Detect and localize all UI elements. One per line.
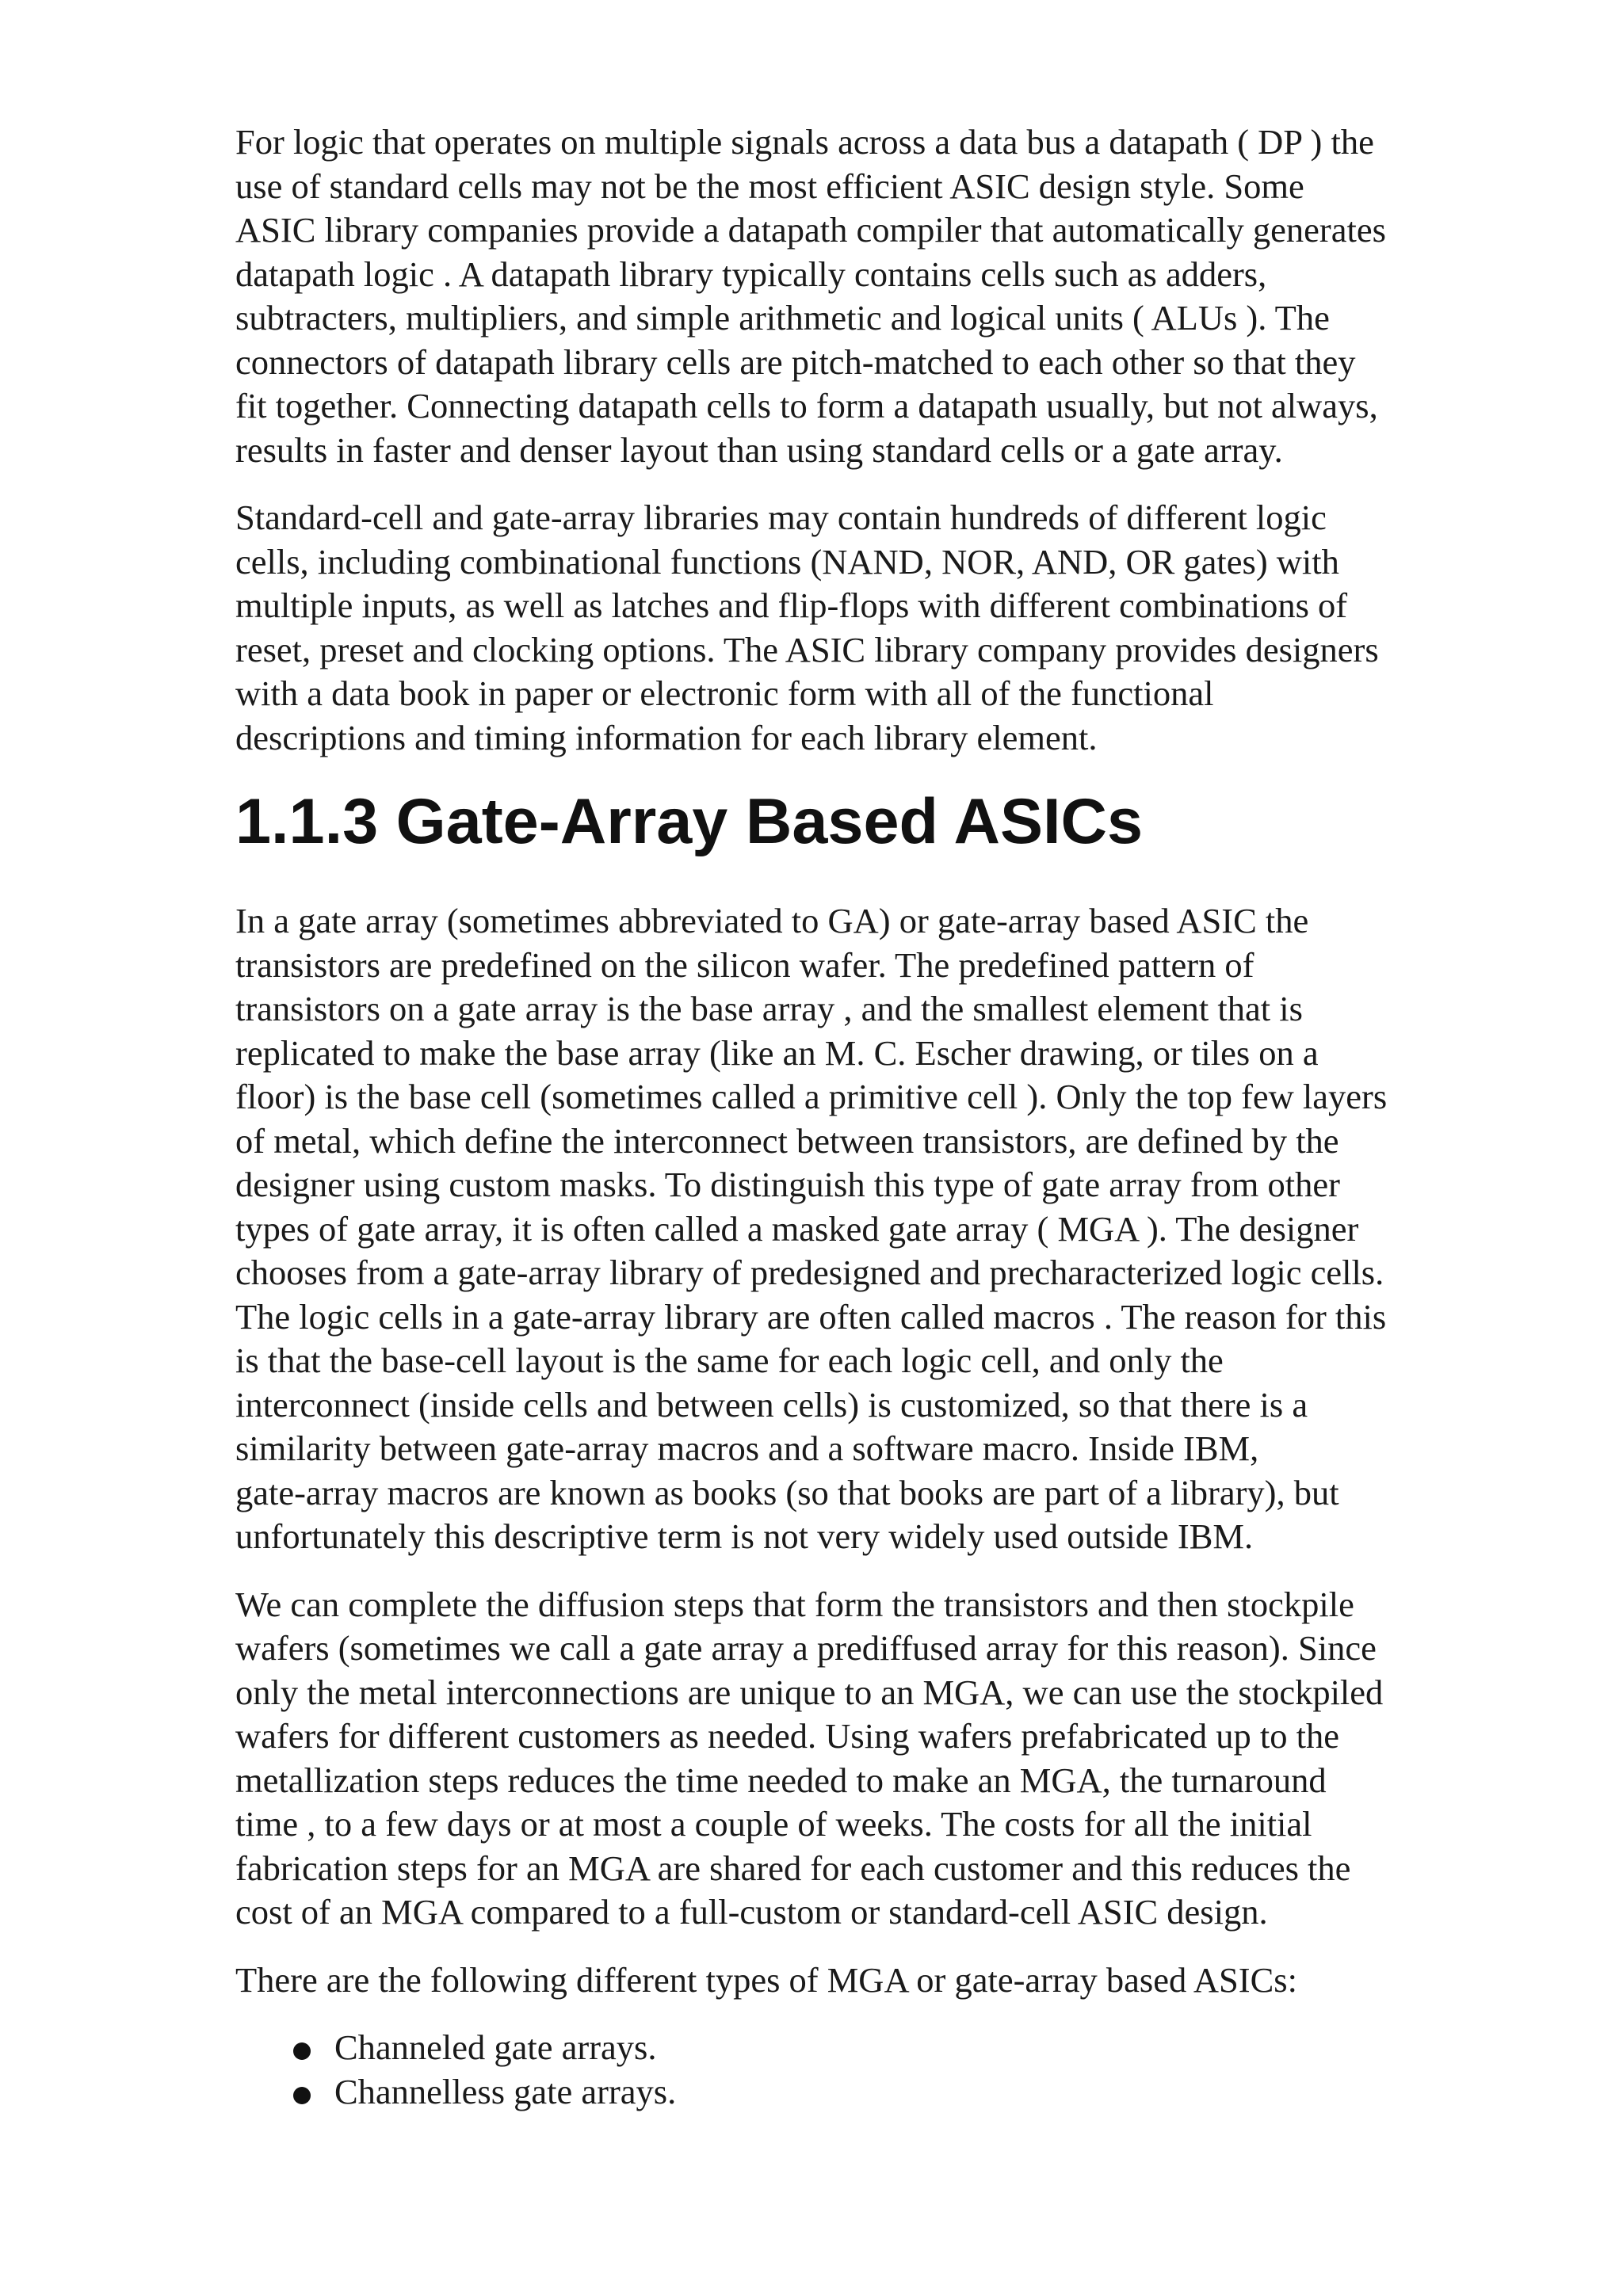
paragraph-line: chooses from a gate-array library of predesigned and precharacterized logic cells.: [235, 1253, 1384, 1292]
paragraph-line: gate-array macros are known as books (so that books are part of a library), but: [235, 1472, 1339, 1512]
paragraph-line: metallization steps reduces the time needed to make an MGA, the turnaround: [235, 1760, 1327, 1800]
paragraph-line: multiple inputs, as well as latches and flip-flops with different combinations of: [235, 585, 1348, 625]
paragraph: [235, 1583, 1495, 1935]
paragraph-line: subtracters, multipliers, and simple arithmetic and logical units ( ALUs ). The: [235, 298, 1330, 338]
paragraph-line: transistors on a gate array is the base array , and the smallest element that is: [235, 989, 1303, 1028]
section-paragraphs: [235, 899, 1495, 2002]
intro-paragraphs: [235, 120, 1495, 760]
bullet-icon: [293, 2042, 311, 2060]
paragraph: [235, 1958, 1495, 2003]
paragraph-line: time , to a few days or at most a couple of weeks. The costs for all the initial: [235, 1804, 1312, 1844]
paragraph-line: cells, including combinational functions (NAND, NOR, AND, OR gates) with: [235, 541, 1339, 582]
paragraph-line: Standard-cell and gate-array libraries may contain hundreds of different logic: [235, 498, 1327, 537]
paragraph-line: unfortunately this descriptive term is not very widely used outside IBM.: [235, 1516, 1254, 1556]
paragraph-line: fit together. Connecting datapath cells to form a datapath usually, but not always,: [235, 386, 1378, 425]
paragraph-line: designer using custom masks. To distinguish this type of gate array from other: [235, 1165, 1340, 1204]
paragraph-line: types of gate array, it is often called a masked gate array ( MGA ). The designer: [235, 1208, 1359, 1249]
paragraph-line: In a gate array (sometimes abbreviated to GA) or gate-array based ASIC the: [235, 901, 1309, 940]
bullet-icon: [293, 2087, 311, 2104]
paragraph: [235, 496, 1495, 760]
paragraph: [235, 120, 1495, 472]
section-heading: 1.1.3 Gate-Array Based ASICs: [235, 786, 1144, 857]
list-item-text: Channelless gate arrays.: [334, 2071, 677, 2111]
paragraph-line: descriptions and timing information for each library element.: [235, 717, 1098, 757]
paragraph-line: connectors of datapath library cells are pitch-matched to each other so that they: [235, 341, 1356, 382]
paragraph-line: wafers for different customers as needed. Using wafers prefabricated up to the: [235, 1716, 1339, 1756]
document-page: [235, 120, 1495, 2114]
paragraph-line: results in faster and denser layout than using standard cells or a gate array.: [235, 429, 1283, 470]
paragraph-line: only the metal interconnections are unique to an MGA, we can use the stockpiled: [235, 1672, 1384, 1712]
paragraph-line: with a data book in paper or electronic form with all of the functional: [235, 673, 1214, 713]
paragraph-line: cost of an MGA compared to a full-custom or standard-cell ASIC design.: [235, 1892, 1268, 1932]
paragraph-line: There are the following different types of MGA or gate-array based ASICs:: [235, 1959, 1297, 2000]
list-item: [235, 2070, 1495, 2115]
paragraph-line: reset, preset and clocking options. The ASIC library company provides designers: [235, 629, 1379, 669]
paragraph-line: use of standard cells may not be the most efficient ASIC design style. Some: [235, 166, 1304, 206]
paragraph-line: The logic cells in a gate-array library are often called macros . The reason for this: [235, 1296, 1387, 1337]
paragraph-line: wafers (sometimes we call a gate array a prediffused array for this reason). Since: [235, 1628, 1377, 1668]
paragraph-line: interconnect (inside cells and between cells) is customized, so that there is a: [235, 1384, 1308, 1425]
paragraph-line: is that the base-cell layout is the same for each logic cell, and only the: [235, 1341, 1224, 1380]
paragraph-line: floor) is the base cell (sometimes called a primitive cell ). Only the top few layers: [235, 1077, 1388, 1116]
paragraph-line: For logic that operates on multiple signals across a data bus a datapath ( DP ) the: [235, 122, 1374, 162]
paragraph: [235, 899, 1495, 1559]
paragraph-line: similarity between gate-array macros and a software macro. Inside IBM,: [235, 1428, 1259, 1468]
paragraph-line: of metal, which define the interconnect between transistors, are defined by the: [235, 1120, 1339, 1161]
paragraph-line: fabrication steps for an MGA are shared for each customer and this reduces the: [235, 1848, 1351, 1888]
list-item: [235, 2026, 1495, 2070]
list-item-text: Channeled gate arrays.: [334, 2027, 657, 2067]
gate-array-types-list: [235, 2026, 1495, 2114]
paragraph-line: replicated to make the base array (like an M. C. Escher drawing, or tiles on a: [235, 1032, 1319, 1073]
paragraph-line: transistors are predefined on the silicon wafer. The predefined pattern of: [235, 944, 1254, 985]
paragraph-line: datapath logic . A datapath library typically contains cells such as adders,: [235, 254, 1267, 294]
paragraph-line: We can complete the diffusion steps that form the transistors and then stockpile: [235, 1584, 1354, 1624]
paragraph-line: ASIC library companies provide a datapath compiler that automatically generates: [235, 210, 1386, 250]
